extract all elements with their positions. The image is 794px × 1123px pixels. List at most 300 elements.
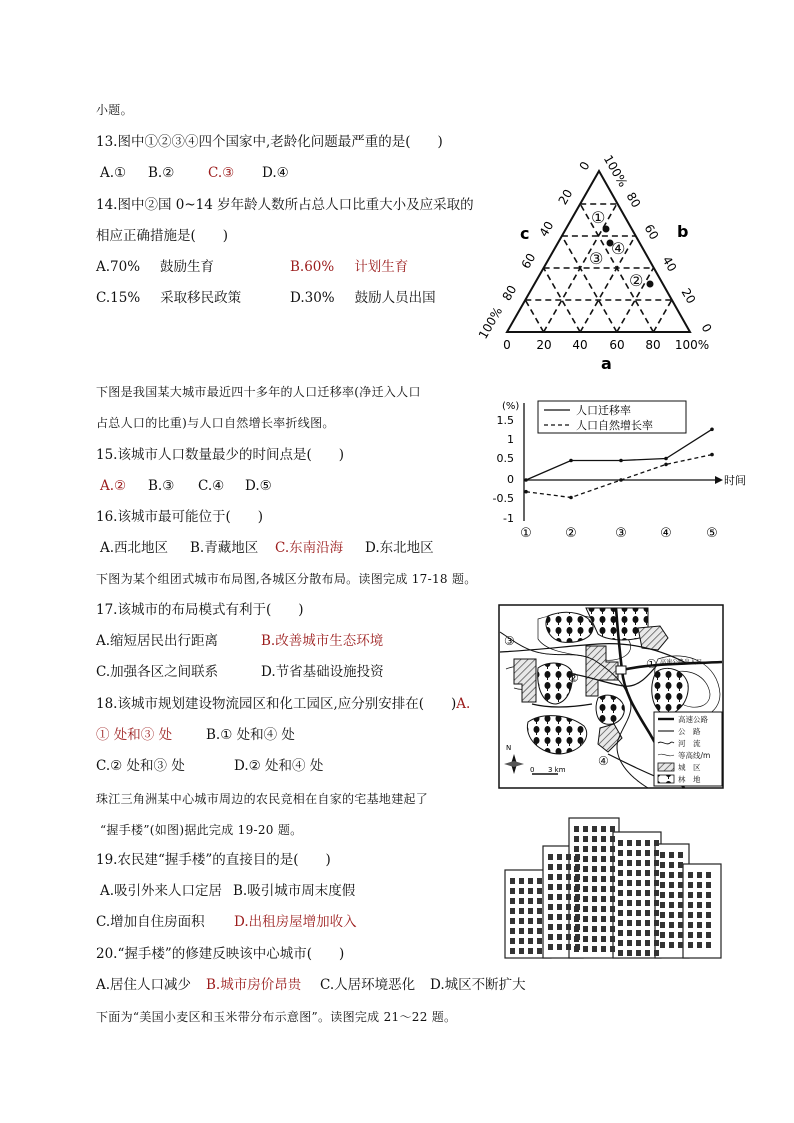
building-window — [678, 882, 683, 888]
building-window — [636, 850, 641, 856]
building-window — [528, 928, 533, 934]
q18-option-c[interactable]: C.② 处和③ 处 — [96, 758, 185, 774]
q13-stem: 13.图中①②③④四个国家中,老龄化问题最严重的是( ) — [96, 134, 443, 150]
building-window — [548, 854, 553, 860]
city-layout-map — [498, 604, 724, 789]
q18-option-d[interactable]: D.② 处和④ 处 — [234, 758, 324, 774]
chart-y-tick: -0.5 — [492, 492, 514, 505]
building-window — [583, 896, 588, 902]
building-window — [592, 866, 597, 872]
building-window — [592, 876, 597, 882]
ternary-point — [647, 281, 654, 288]
building-window — [618, 850, 623, 856]
building-window — [557, 894, 562, 900]
building-window — [574, 936, 579, 942]
q17-option-d[interactable]: D.节省基础设施投资 — [261, 664, 384, 680]
building-window — [645, 900, 650, 906]
q18-option-b[interactable]: B.① 处和④ 处 — [206, 727, 295, 743]
q15-options — [100, 477, 400, 495]
building-window — [583, 866, 588, 872]
building-window — [697, 912, 702, 918]
building-window — [548, 924, 553, 930]
building-window — [610, 916, 615, 922]
building-window — [592, 916, 597, 922]
building-window — [645, 950, 650, 956]
building-window — [610, 936, 615, 942]
building-window — [592, 856, 597, 862]
building-window — [592, 946, 597, 952]
building-window — [697, 932, 702, 938]
building-window — [645, 930, 650, 936]
q15-stem: 15.该城市人口数量最少的时间点是( ) — [96, 447, 345, 463]
building-window — [636, 870, 641, 876]
legend-river: 河 流 — [678, 739, 701, 748]
building-window — [706, 872, 711, 878]
building-window — [669, 852, 674, 858]
building-window — [636, 930, 641, 936]
building-window — [519, 908, 524, 914]
building-window — [645, 860, 650, 866]
building-window — [669, 882, 674, 888]
building-window — [574, 926, 579, 932]
building-window — [601, 906, 606, 912]
building-window — [627, 920, 632, 926]
building-window — [669, 872, 674, 878]
data-point — [569, 496, 573, 500]
building-window — [548, 884, 553, 890]
building-window — [678, 872, 683, 878]
ternary-point-label-2: ② — [629, 271, 644, 290]
building-window — [583, 876, 588, 882]
intro-tail: 小题。 — [96, 103, 133, 117]
q15-option-a[interactable]: A.② — [100, 478, 127, 494]
building-window — [645, 940, 650, 946]
building-window — [654, 850, 659, 856]
building-window — [510, 878, 515, 884]
building-window — [660, 872, 665, 878]
building-window — [645, 890, 650, 896]
q20-option-b[interactable]: B.城市房价昂贵 — [206, 977, 302, 993]
q14-option-b[interactable]: B.60% 计划生育 — [290, 259, 409, 275]
q19-stem: 19.农民建“握手楼”的直接目的是( ) — [96, 852, 331, 868]
ternary-bottom-tick: 20 — [536, 338, 552, 352]
building-window — [548, 914, 553, 920]
legend-highway: 高速公路 — [678, 715, 708, 724]
q19-option-c[interactable]: C.增加自住房面积 — [96, 914, 205, 930]
building-window — [610, 926, 615, 932]
ternary-right-tick: 20 — [678, 285, 699, 307]
building-window — [660, 902, 665, 908]
intro-19-20-line2: “握手楼”(如图)据此完成 19-20 题。 — [100, 823, 303, 837]
building-window — [706, 942, 711, 948]
building-window — [566, 854, 571, 860]
building-window — [669, 892, 674, 898]
building-window — [574, 836, 579, 842]
building-window — [654, 860, 659, 866]
building-window — [645, 850, 650, 856]
q13-option-a[interactable]: A.① — [100, 165, 127, 181]
q20-option-a[interactable]: A.居住人口减少 — [96, 977, 192, 993]
building-window — [519, 888, 524, 894]
building-window — [688, 942, 693, 948]
building-window — [528, 898, 533, 904]
building-window — [706, 932, 711, 938]
building-window — [654, 920, 659, 926]
q16-option-c[interactable]: C.东南沿海 — [275, 540, 344, 556]
building-window — [510, 948, 515, 954]
q13-option-c[interactable]: C.③ — [208, 165, 235, 181]
building-window — [654, 890, 659, 896]
chart-x-tick: ① — [520, 526, 532, 541]
q17-option-b[interactable]: B.改善城市生态环境 — [261, 633, 384, 649]
building-window — [574, 916, 579, 922]
building-window — [610, 846, 615, 852]
data-point — [524, 490, 528, 494]
data-point — [710, 453, 714, 457]
building-window — [697, 882, 702, 888]
building-window — [537, 948, 542, 954]
ternary-bottom-tick: 40 — [572, 338, 588, 352]
q20-option-d[interactable]: D.城区不断扩大 — [430, 977, 526, 993]
building-window — [697, 892, 702, 898]
map-area-label-4: ④ — [598, 754, 609, 768]
ternary-point-label-3: ③ — [589, 249, 604, 268]
data-point — [569, 459, 573, 463]
chart-x-tick: ④ — [660, 526, 672, 541]
ternary-bottom-tick: 60 — [609, 338, 625, 352]
building-window — [706, 892, 711, 898]
q16-options — [100, 539, 480, 557]
building-window — [528, 878, 533, 884]
building-window — [583, 826, 588, 832]
ternary-left-tick: 60 — [518, 250, 539, 272]
building-window — [688, 912, 693, 918]
building-window — [706, 902, 711, 908]
data-point — [664, 457, 668, 461]
q14-stem-line2: 相应正确措施是( ) — [96, 228, 229, 244]
building-window — [654, 950, 659, 956]
building-window — [519, 938, 524, 944]
building-window — [601, 856, 606, 862]
building-window — [610, 826, 615, 832]
q14-option-a[interactable]: A.70% 鼓励生育 — [96, 259, 215, 275]
q19-options-row2 — [96, 913, 476, 931]
ternary-bottom-tick: 80 — [645, 338, 661, 352]
building-window — [678, 862, 683, 868]
building-window — [610, 896, 615, 902]
building-window — [654, 910, 659, 916]
building-window — [592, 826, 597, 832]
q16-stem: 16.该城市最可能位于( ) — [96, 509, 264, 525]
q18-stem: 18.该城市规划建设物流园区和化工园区,应分别安排在( )A. — [96, 696, 471, 712]
building-window — [583, 906, 588, 912]
ternary-left-tick: 100% — [475, 304, 506, 342]
building-window — [557, 854, 562, 860]
building-window — [688, 882, 693, 888]
building-window — [697, 872, 702, 878]
data-point — [524, 478, 528, 482]
building-window — [636, 880, 641, 886]
ternary-point-label-4: ④ — [611, 239, 626, 258]
building-window — [627, 910, 632, 916]
building-window — [669, 862, 674, 868]
q20-stem: 20.“握手楼”的修建反映该中心城市( ) — [96, 946, 345, 962]
building-window — [583, 946, 588, 952]
building-window — [636, 940, 641, 946]
ternary-label-a: a — [601, 354, 612, 373]
building-window — [654, 880, 659, 886]
map-area-label-3: ③ — [504, 634, 515, 648]
building-window — [688, 892, 693, 898]
building-window — [548, 874, 553, 880]
building-window — [566, 914, 571, 920]
building-window — [627, 870, 632, 876]
ternary-left-tick: 40 — [536, 218, 557, 240]
building-window — [592, 926, 597, 932]
q18-option-a-head[interactable]: A. — [456, 696, 471, 712]
building-window — [610, 906, 615, 912]
building-window — [548, 864, 553, 870]
building-window — [627, 850, 632, 856]
building-window — [583, 916, 588, 922]
q18-option-a[interactable]: ① 处和③ 处 — [96, 727, 173, 743]
building-window — [601, 936, 606, 942]
building-window — [537, 888, 542, 894]
building-window — [660, 892, 665, 898]
building-window — [601, 916, 606, 922]
building-window — [660, 862, 665, 868]
building-window — [566, 894, 571, 900]
building-window — [574, 846, 579, 852]
q14-options-row1 — [96, 258, 476, 276]
building-window — [574, 856, 579, 862]
building-window — [583, 936, 588, 942]
q17-options-row1 — [96, 632, 476, 650]
ternary-right-tick: 80 — [623, 189, 644, 211]
q13-options — [100, 164, 480, 182]
building-window — [574, 886, 579, 892]
building-window — [510, 908, 515, 914]
building-window — [618, 870, 623, 876]
q13-option-d[interactable]: D.④ — [262, 165, 289, 181]
building-window — [688, 932, 693, 938]
building-window — [519, 878, 524, 884]
building-window — [618, 880, 623, 886]
building-window — [618, 900, 623, 906]
intro-19-20-line1: 珠江三角洲某中心城市周边的农民竞相在自家的宅基地建起了 — [96, 792, 429, 806]
ternary-bottom-tick: 0 — [503, 338, 511, 352]
building-window — [688, 922, 693, 928]
q14-option-c[interactable]: C.15% 采取移民政策 — [96, 290, 242, 306]
building-window — [601, 926, 606, 932]
building-window — [537, 878, 542, 884]
migration-line-chart — [480, 395, 760, 545]
building-window — [574, 876, 579, 882]
building-window — [510, 938, 515, 944]
building-window — [528, 888, 533, 894]
ternary-right-tick: 60 — [641, 221, 662, 243]
q18-options-row2 — [96, 757, 476, 775]
ternary-bottom-tick: 100% — [674, 338, 710, 352]
building-window — [627, 890, 632, 896]
building-window — [510, 898, 515, 904]
building-window — [669, 922, 674, 928]
q19-option-d[interactable]: D.出租房屋增加收入 — [234, 914, 357, 930]
ternary-right-tick: 40 — [659, 253, 680, 275]
building-window — [627, 840, 632, 846]
building-window — [574, 826, 579, 832]
q15-option-b[interactable]: B.③ — [148, 478, 175, 494]
building-window — [678, 942, 683, 948]
building-window — [592, 936, 597, 942]
building-window — [548, 894, 553, 900]
building-window — [645, 880, 650, 886]
building-window — [618, 890, 623, 896]
data-point — [619, 478, 623, 482]
series-line-migration — [526, 429, 712, 480]
building-window — [528, 948, 533, 954]
building-window — [660, 922, 665, 928]
chart-ylabel: (%) — [502, 401, 520, 412]
q15-option-d[interactable]: D.⑤ — [245, 478, 272, 494]
legend-urban: 城 区 — [678, 763, 701, 772]
q15-option-c[interactable]: C.④ — [198, 478, 225, 494]
ternary-label-b: b — [677, 222, 689, 241]
building-window — [566, 864, 571, 870]
forest-area — [596, 695, 624, 724]
building-window — [583, 926, 588, 932]
data-point — [710, 428, 714, 432]
building-window — [537, 918, 542, 924]
building-window — [557, 944, 562, 950]
building-window — [706, 912, 711, 918]
q19-option-a[interactable]: A.吸引外来人口定居 — [100, 883, 223, 899]
q17-options-row2 — [96, 663, 476, 681]
building-window — [654, 870, 659, 876]
building-window — [627, 880, 632, 886]
chart-y-tick: 0.5 — [496, 452, 514, 465]
q14-options-row2 — [96, 289, 476, 307]
q17-stem: 17.该城市的布局模式有利于( ) — [96, 602, 304, 618]
building-window — [618, 840, 623, 846]
building-window — [592, 896, 597, 902]
building-window — [592, 836, 597, 842]
building-window — [557, 874, 562, 880]
building-window — [654, 940, 659, 946]
building-window — [645, 910, 650, 916]
building-window — [636, 910, 641, 916]
building-window — [583, 836, 588, 842]
building-window — [528, 908, 533, 914]
q17-option-a[interactable]: A.缩短居民出行距离 — [96, 633, 219, 649]
building-window — [583, 886, 588, 892]
data-point — [619, 459, 623, 463]
chart-y-tick: 1.5 — [496, 414, 514, 427]
building-window — [706, 922, 711, 928]
building-window — [574, 946, 579, 952]
building-window — [669, 932, 674, 938]
building-window — [697, 942, 702, 948]
building-window — [636, 890, 641, 896]
q20-option-c[interactable]: C.人居环境恶化 — [320, 977, 416, 993]
building-window — [601, 846, 606, 852]
building-window — [706, 882, 711, 888]
ternary-left-tick: 0 — [576, 159, 593, 173]
q16-option-d[interactable]: D.东北地区 — [365, 540, 434, 556]
scale-zero: 0 — [530, 766, 535, 774]
map-area-label-2: ② — [568, 671, 579, 685]
q14-option-d[interactable]: D.30% 鼓励人员出国 — [290, 290, 436, 306]
building-window — [645, 870, 650, 876]
chart-legend-migration: 人口迁移率 — [576, 404, 631, 417]
legend-forest: 林 地 — [678, 775, 701, 784]
building-window — [548, 934, 553, 940]
chart-x-tick: ⑤ — [706, 526, 718, 541]
building-window — [688, 902, 693, 908]
ternary-diagram — [475, 152, 720, 380]
building-window — [660, 932, 665, 938]
map-highway-exit-label: 高速公路出入口 — [660, 659, 703, 666]
building-window — [592, 906, 597, 912]
building-window — [519, 898, 524, 904]
q16-option-b[interactable]: B.青藏地区 — [190, 540, 259, 556]
building-window — [519, 948, 524, 954]
building-window — [610, 876, 615, 882]
chart-xlabel: 时间 — [724, 474, 746, 487]
building-window — [537, 898, 542, 904]
ternary-right-tick: 100% — [600, 152, 631, 190]
building-window — [660, 852, 665, 858]
building-window — [636, 840, 641, 846]
building-window — [654, 900, 659, 906]
building-window — [557, 934, 562, 940]
q20-options — [96, 976, 546, 994]
q16-option-a[interactable]: A.西北地区 — [100, 540, 169, 556]
building-window — [510, 918, 515, 924]
building-window — [627, 900, 632, 906]
chart-y-tick: 0 — [507, 473, 514, 486]
building-window — [697, 922, 702, 928]
q13-option-b[interactable]: B.② — [148, 165, 175, 181]
q19-option-b[interactable]: B.吸引城市周末度假 — [233, 883, 356, 899]
map-area-label-1: ① — [646, 657, 657, 671]
building-window — [592, 886, 597, 892]
building-window — [583, 846, 588, 852]
building-window — [627, 940, 632, 946]
building-window — [697, 902, 702, 908]
scale-label: 3 km — [548, 766, 566, 774]
building-window — [636, 950, 641, 956]
q17-option-c[interactable]: C.加强各区之间联系 — [96, 664, 219, 680]
building-window — [601, 886, 606, 892]
building-window — [618, 910, 623, 916]
building-window — [566, 944, 571, 950]
building-window — [610, 836, 615, 842]
building-window — [618, 930, 623, 936]
data-point — [664, 463, 668, 467]
building-window — [678, 892, 683, 898]
legend-contour: 等高线/m — [678, 751, 711, 760]
legend-road: 公 路 — [678, 727, 701, 736]
intro-15-16-line1: 下图是我国某大城市最近四十多年的人口迁移率(净迁入人口 — [96, 385, 421, 399]
building-window — [610, 886, 615, 892]
ternary-left-tick: 80 — [499, 282, 520, 304]
building-window — [566, 924, 571, 930]
ternary-point-label-1: ① — [591, 208, 606, 227]
building-window — [669, 942, 674, 948]
q19-options-row1 — [100, 882, 480, 900]
building-window — [574, 906, 579, 912]
